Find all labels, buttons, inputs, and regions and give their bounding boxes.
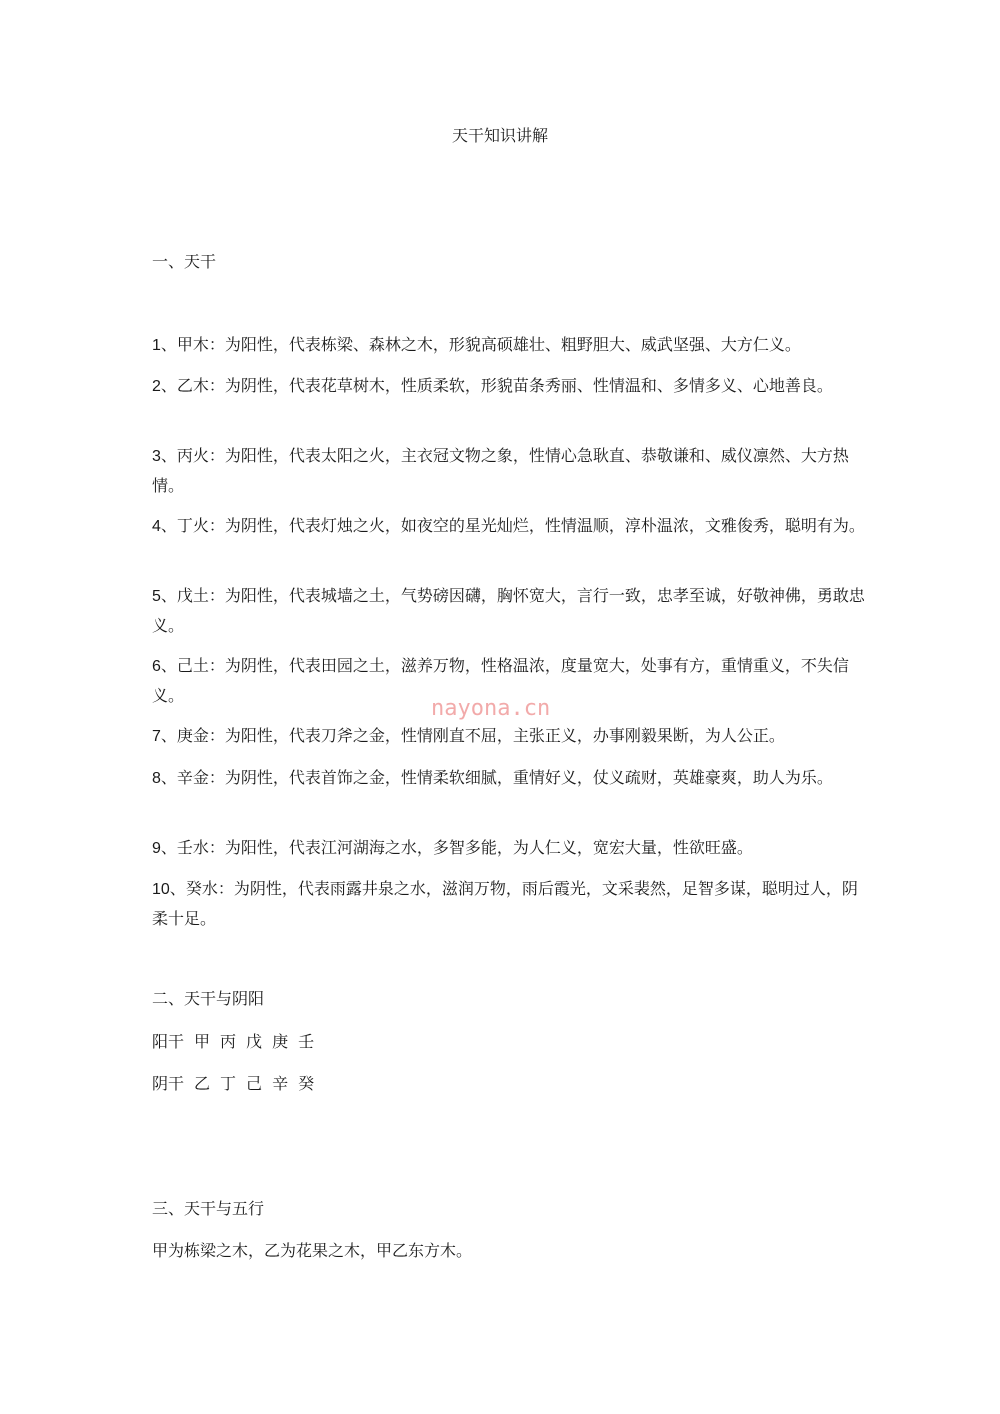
stem: 丁 (220, 1074, 237, 1093)
item-text: 壬水：为阳性，代表江河湖海之水，多智多能，为人仁义，宽宏大量，性欲旺盛。 (176, 838, 753, 857)
item-text: 丙火：为阳性，代表太阳之火，主衣冠文物之象，性情心急耿直、恭敬谦和、威仪凛然、大方热情。 (152, 446, 849, 495)
stem: 癸 (298, 1074, 315, 1093)
item-number: 6、 (152, 658, 177, 675)
stem: 甲 (194, 1032, 211, 1051)
list-item (152, 581, 872, 640)
page-title: 天干知识讲解 (451, 126, 548, 145)
stem: 戊 (246, 1032, 263, 1051)
list-item (152, 763, 872, 793)
item-number: 1、 (152, 337, 177, 354)
item-text: 丁火：为阴性，代表灯烛之火，如夜空的星光灿烂，性情温顺，淳朴温浓，文雅俊秀，聪明有为。 (176, 516, 865, 535)
stem: 壬 (298, 1032, 315, 1051)
section-heading-tiangan: 一、天干 (152, 252, 217, 271)
list-item (152, 721, 872, 751)
yin-stems-row (152, 1072, 314, 1096)
item-number: 8、 (152, 770, 177, 787)
section-heading-wuxing: 三、天干与五行 (152, 1199, 265, 1218)
list-item (152, 833, 872, 863)
item-number: 3、 (152, 448, 177, 465)
item-text: 甲木：为阳性，代表栋梁、森林之木，形貌高硕雄壮、粗野胆大、威武坚强、大方仁义。 (176, 335, 801, 354)
yin-label: 阴干 (152, 1074, 185, 1093)
stem: 乙 (194, 1074, 211, 1093)
item-text: 乙木：为阴性，代表花草树木，性质柔软，形貌苗条秀丽、性情温和、多情多义、心地善良。 (176, 376, 833, 395)
list-item (152, 874, 872, 933)
item-number: 4、 (152, 518, 177, 535)
list-item (152, 441, 872, 500)
item-text: 庚金：为阳性，代表刀斧之金，性情刚直不屈，主张正义，办事刚毅果断，为人公正。 (176, 726, 785, 745)
stem: 辛 (272, 1074, 289, 1093)
stem: 庚 (272, 1032, 289, 1051)
yang-label: 阳干 (152, 1032, 185, 1051)
stem: 丙 (220, 1032, 237, 1051)
yang-stems-row (152, 1030, 314, 1054)
list-item (152, 511, 872, 541)
item-text: 辛金：为阴性，代表首饰之金，性情柔软细腻，重情好义，仗义疏财，英雄豪爽，助人为乐。 (176, 768, 833, 787)
item-text: 戊土：为阳性，代表城墙之土，气势磅因礴，胸怀宽大，言行一致，忠孝至诚，好敬神佛，勇敢忠义。 (152, 586, 865, 635)
item-number: 10、 (152, 881, 186, 898)
list-item (152, 330, 872, 360)
item-text: 己土：为阴性，代表田园之土，滋养万物，性格温浓，度量宽大，处事有方，重情重义，不失信义。 (152, 656, 849, 705)
item-number: 7、 (152, 728, 177, 745)
section-heading-yinyang: 二、天干与阴阳 (152, 989, 265, 1008)
paragraph: 甲为栋梁之木，乙为花果之木，甲乙东方木。 (152, 1241, 473, 1260)
item-text: 癸水：为阴性，代表雨露井泉之水，滋润万物，雨后霞光，文采裴然，足智多谋，聪明过人，阴柔十足。 (152, 879, 858, 928)
stem: 己 (246, 1074, 263, 1093)
item-number: 5、 (152, 588, 177, 605)
watermark: nayona.cn (431, 696, 551, 721)
list-item (152, 371, 872, 401)
item-number: 9、 (152, 840, 177, 857)
item-number: 2、 (152, 378, 177, 395)
